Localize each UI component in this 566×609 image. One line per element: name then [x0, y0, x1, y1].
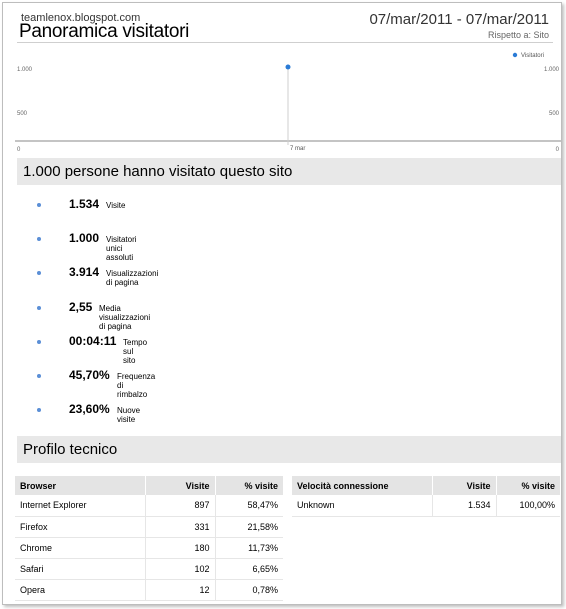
bullet-icon	[37, 271, 41, 275]
stat-label: Visitatori unici assoluti	[106, 235, 137, 263]
data-point	[286, 65, 291, 70]
tech-section-header	[17, 436, 561, 463]
bullet-icon	[37, 340, 41, 344]
x-tick-label: 7 mar	[290, 146, 306, 151]
browser-cell-1: 331	[145, 516, 215, 537]
connection-cell-1: 1.534	[432, 495, 496, 516]
y-tick-right: 1.000	[543, 67, 559, 73]
bullet-icon	[37, 203, 41, 207]
browser-cell-0[interactable]: Opera	[15, 579, 145, 600]
browser-cell-1: 12	[145, 579, 215, 600]
browser-cell-2: 11,73%	[215, 537, 283, 558]
connection-visits-col-header[interactable]: Visite	[432, 476, 496, 495]
bullet-icon	[37, 408, 41, 412]
browser-cell-2: 21,58%	[215, 516, 283, 537]
browser-visits-col-header[interactable]: Visite	[145, 476, 215, 495]
stat-value[interactable]: 45,70%	[69, 368, 110, 382]
stat-value[interactable]: 23,60%	[69, 402, 110, 417]
bullet-icon	[37, 306, 41, 310]
stat-label: Media visualizzazioni di pagina	[99, 303, 151, 331]
browser-table	[15, 476, 283, 601]
connection-cell-0[interactable]: Unknown	[292, 495, 432, 516]
browser-pct-col-header[interactable]: % visite	[215, 476, 283, 495]
stat-label: Nuove visite	[117, 406, 141, 425]
table-row	[15, 558, 283, 579]
table-row	[15, 516, 283, 537]
summary-title: 1.000 persone hanno visitato questo sito	[23, 163, 293, 180]
table-row	[15, 495, 283, 516]
stat-label: Visite	[106, 201, 126, 210]
stat-value[interactable]: 2,55	[69, 299, 93, 314]
site-name: teamlenox.blogspot.com	[21, 12, 141, 24]
y-tick-right: 0	[555, 147, 559, 151]
date-range[interactable]: 07/mar/2011 - 07/mar/2011	[369, 11, 549, 28]
table-row	[292, 495, 560, 516]
visitors-chart-svg	[15, 47, 561, 151]
stat-value[interactable]: 1.534	[69, 197, 100, 211]
chart-legend	[513, 53, 544, 59]
browser-cell-0[interactable]: Chrome	[15, 537, 145, 558]
browser-cell-1: 897	[145, 495, 215, 516]
stat-label: Tempo sul sito	[123, 337, 148, 365]
browser-cell-0[interactable]: Safari	[15, 558, 145, 579]
browser-cell-0[interactable]: Internet Explorer	[15, 495, 145, 516]
legend-marker-icon	[513, 53, 517, 57]
connection-col-header[interactable]: Velocità connessione	[292, 476, 432, 495]
legend-label: Visitatori	[521, 53, 544, 59]
bullet-icon	[37, 374, 41, 378]
table-row	[15, 579, 283, 600]
stat-value[interactable]: 3.914	[69, 265, 100, 280]
connection-cell-2: 100,00%	[496, 495, 560, 516]
y-tick-left: 1.000	[17, 67, 33, 73]
stat-value[interactable]: 00:04:11	[69, 333, 117, 348]
browser-cell-2: 6,65%	[215, 558, 283, 579]
header-divider	[17, 42, 553, 43]
browser-cell-1: 180	[145, 537, 215, 558]
browser-cell-0[interactable]: Firefox	[15, 516, 145, 537]
table-row	[15, 537, 283, 558]
connection-pct-col-header[interactable]: % visite	[496, 476, 560, 495]
y-tick-left: 500	[17, 111, 28, 117]
connection-table	[292, 476, 560, 517]
summary-section-header	[17, 158, 561, 185]
bullet-icon	[37, 237, 41, 241]
browser-cell-2: 58,47%	[215, 495, 283, 516]
tech-title: Profilo tecnico	[23, 441, 118, 458]
y-tick-right: 500	[548, 111, 559, 117]
y-tick-left: 0	[17, 147, 21, 151]
chart-marks	[286, 65, 291, 70]
page-title: Panoramica visitatori	[19, 21, 190, 42]
visitors-chart	[15, 47, 561, 151]
report-frame	[2, 2, 562, 605]
stat-label: Visualizzazioni di pagina	[106, 269, 159, 288]
browser-col-header[interactable]: Browser	[15, 476, 145, 495]
browser-cell-1: 102	[145, 558, 215, 579]
compare-label: Rispetto a: Sito	[487, 30, 549, 40]
stat-value[interactable]: 1.000	[69, 231, 100, 246]
browser-cell-2: 0,78%	[215, 579, 283, 600]
chart-grid	[15, 65, 561, 145]
stat-label: Frequenza di rimbalzo	[117, 372, 156, 399]
